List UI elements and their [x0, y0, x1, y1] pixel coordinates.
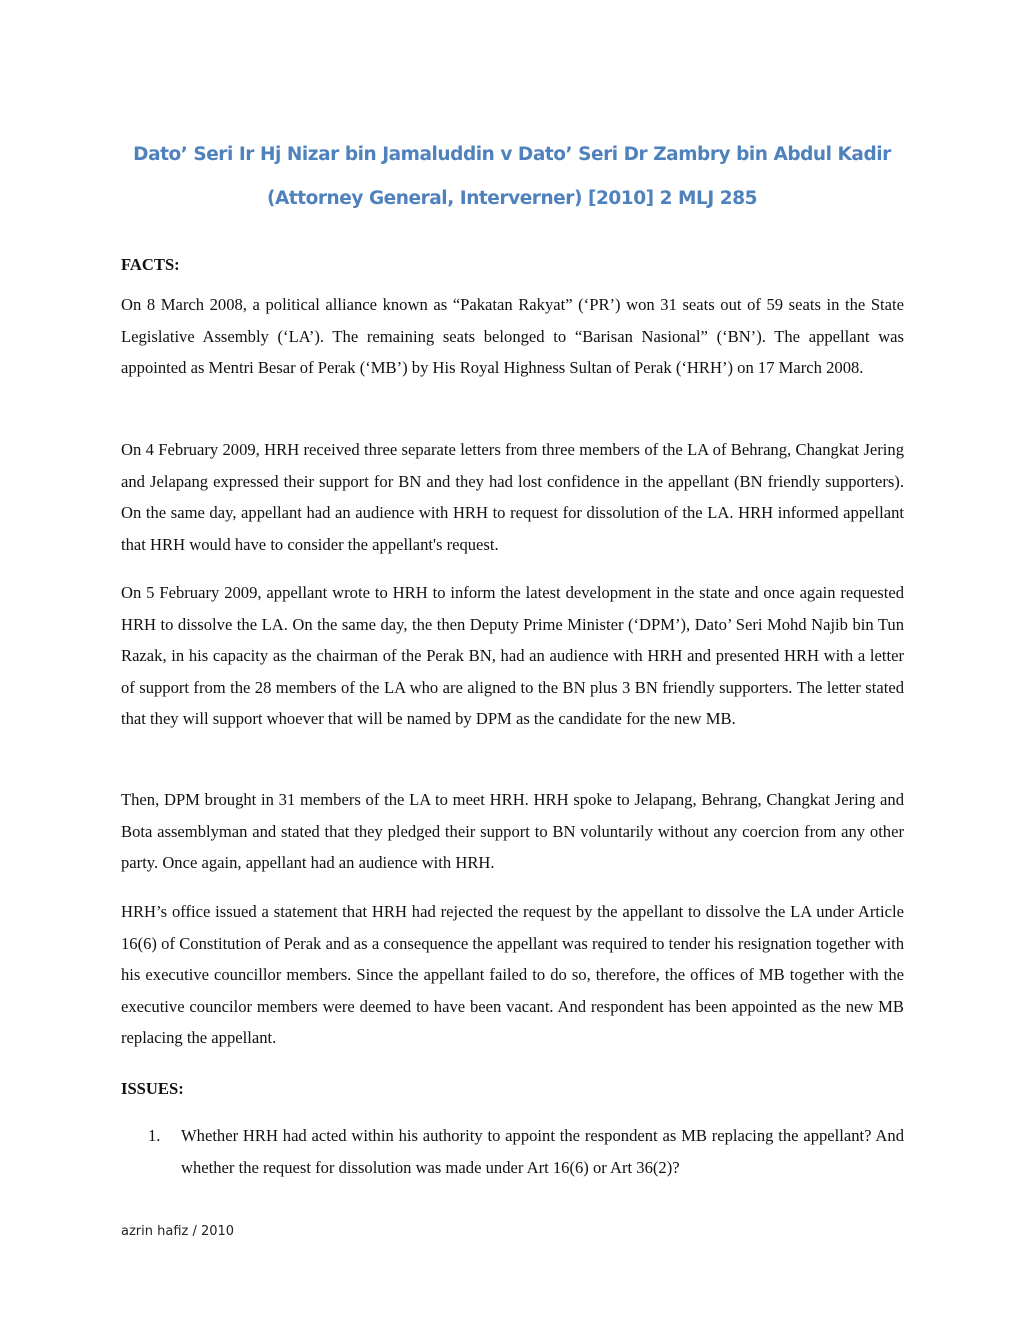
facts-paragraph-5: [121, 896, 904, 1054]
issue-list-item: [148, 1120, 904, 1183]
issue-text: Whether HRH had acted within his authority to appoint the respondent as MB replacing the appellant? And whether the request for dissolution was made under Art 16(6) or Art 36(2)?: [181, 1126, 904, 1177]
facts-paragraph-3: [121, 577, 904, 735]
paragraph-text: On 8 March 2008, a political alliance known as “Pakatan Rakyat” (‘PR’) won 31 seats out of 59 seats in the State Legislative Assembly (‘LA’). The remaining seats belonged to “Barisan Nasional” (‘BN’). The appellant was appointed as Mentri Besar of Perak (‘MB’) by His Royal Highness Sultan of Perak (‘HRH’) on 17 March 2008.: [121, 295, 904, 377]
facts-heading: FACTS:: [121, 255, 180, 274]
paragraph-text: HRH’s office issued a statement that HRH had rejected the request by the appellant to dissolve the LA under Article 16(6) of Constitution of Perak and as a consequence the appellant was required to tender his resignation together with his executive councillor members. Since the appellant failed to do so, therefore, the offices of MB together with the executive councilor members were deemed to have been vacant. And respondent has been appointed as the new MB replacing the appellant.: [121, 902, 904, 1047]
page-footer: azrin hafiz / 2010: [121, 1224, 235, 1239]
document-title-line-1: Dato’ Seri Ir Hj Nizar bin Jamaluddin v Dato’ Seri Dr Zambry bin Abdul Kadir: [133, 144, 891, 165]
document-title-line-2: (Attorney General, Interverner) [2010] 2 MLJ 285: [266, 188, 758, 209]
issues-heading: ISSUES:: [121, 1079, 184, 1098]
issue-number: 1.: [148, 1126, 161, 1145]
paragraph-text: On 5 February 2009, appellant wrote to HRH to inform the latest development in the state and once again requested HRH to dissolve the LA. On the same day, the then Deputy Prime Minister (‘DPM’), Dato’ Seri Mohd Najib bin Tun Razak, in his capacity as the chairman of the Perak BN, had an audience with HRH and presented HRH with a letter of support from the 28 members of the LA who are aligned to the BN plus 3 BN friendly supporters. The letter stated that they will support whoever that will be named by DPM as the candidate for the new MB.: [121, 583, 904, 728]
paragraph-text: On 4 February 2009, HRH received three separate letters from three members of the LA of Behrang, Changkat Jering and Jelapang expressed their support for BN and they had lost confidence in the appellant (BN friendly supporters). On the same day, appellant had an audience with HRH to request for dissolution of the LA. HRH informed appellant that HRH would have to consider the appellant's request.: [121, 440, 904, 554]
facts-paragraph-2: [121, 434, 904, 560]
paragraph-text: Then, DPM brought in 31 members of the LA to meet HRH. HRH spoke to Jelapang, Behrang, Changkat Jering and Bota assemblyman and stated that they pledged their support to BN voluntarily without any coercion from any other party. Once again, appellant had an audience with HRH.: [121, 790, 904, 872]
facts-paragraph-4: [121, 784, 904, 879]
facts-paragraph-1: [121, 289, 904, 384]
